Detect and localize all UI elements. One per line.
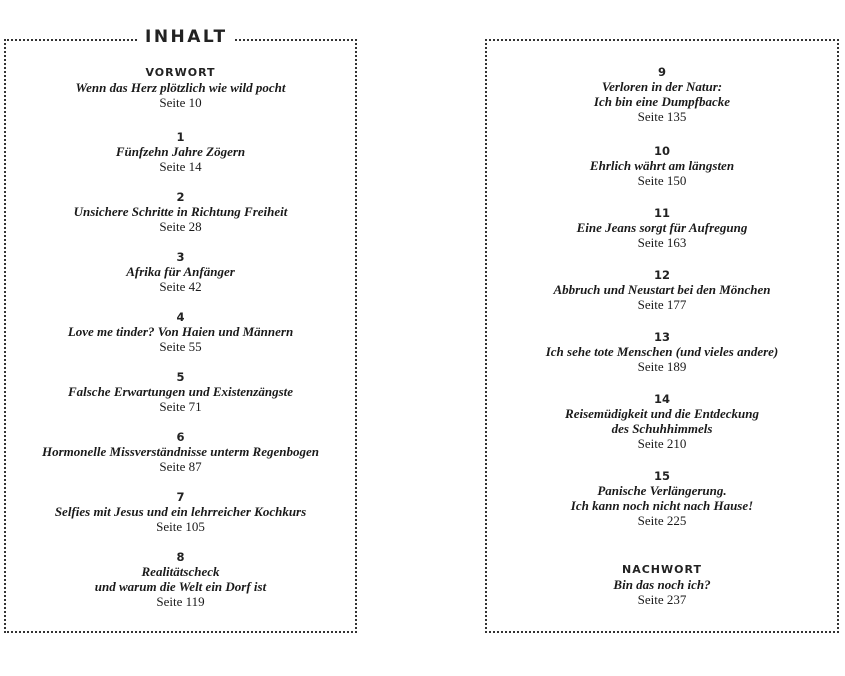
chapter-page: Seite 42 xyxy=(159,279,202,294)
toc-entry-chapter-14 xyxy=(487,392,837,451)
chapter-page: Seite 71 xyxy=(159,399,202,414)
toc-entry-chapter-11 xyxy=(487,206,837,250)
toc-box-right xyxy=(485,39,839,633)
toc-box-left xyxy=(4,39,357,633)
toc-entry-chapter-7 xyxy=(6,490,355,534)
entry-label: NACHWORT xyxy=(622,563,702,576)
toc-heading: INHALT xyxy=(139,27,234,47)
toc-entry-chapter-13 xyxy=(487,330,837,374)
chapter-page: Seite 189 xyxy=(637,359,687,374)
chapter-title-line-1: Panische Verlängerung. xyxy=(597,483,727,498)
chapter-number: 9 xyxy=(657,65,666,79)
toc-entry-nachwort xyxy=(487,563,837,607)
chapter-page: Seite 163 xyxy=(637,235,687,250)
entry-page: Seite 237 xyxy=(637,592,687,607)
chapter-number: 13 xyxy=(653,330,670,344)
chapter-title-line-2: Ich bin eine Dumpfbacke xyxy=(593,94,731,109)
toc-entry-chapter-15 xyxy=(487,469,837,528)
chapter-title: Ehrlich währt am längsten xyxy=(589,158,735,173)
chapter-title: Love me tinder? Von Haien und Männern xyxy=(67,324,294,339)
chapter-title: Falsche Erwartungen und Existenzängste xyxy=(67,384,294,399)
toc-entry-chapter-12 xyxy=(487,268,837,312)
chapter-number: 2 xyxy=(176,190,185,204)
chapter-page: Seite 150 xyxy=(637,173,687,188)
chapter-title-line-2: des Schuhhimmels xyxy=(611,421,713,436)
chapter-title-line-2: Ich kann noch nicht nach Hause! xyxy=(570,498,754,513)
toc-entry-chapter-1 xyxy=(6,130,355,174)
chapter-title-line-1: Reisemüdigkeit und die Entdeckung xyxy=(565,406,759,421)
toc-entry-chapter-6 xyxy=(6,430,355,474)
toc-entry-chapter-3 xyxy=(6,250,355,294)
chapter-number: 10 xyxy=(653,144,670,158)
chapter-title: Hormonelle Missverständnisse unterm Regenbogen xyxy=(42,444,319,459)
toc-entry-chapter-8 xyxy=(6,550,355,609)
toc-entry-chapter-2 xyxy=(6,190,355,234)
chapter-number: 14 xyxy=(653,392,670,406)
toc-entry-chapter-4 xyxy=(6,310,355,354)
chapter-title-line-1: Realitätscheck xyxy=(141,564,220,579)
entry-title: Wenn das Herz plötzlich wie wild pocht xyxy=(75,80,286,95)
chapter-number: 4 xyxy=(176,310,185,324)
toc-entry-vorwort xyxy=(6,66,355,110)
entry-label: VORWORT xyxy=(145,66,216,79)
chapter-number: 5 xyxy=(176,370,185,384)
chapter-title-line-2: und warum die Welt ein Dorf ist xyxy=(94,579,267,594)
entry-title: Bin das noch ich? xyxy=(613,577,711,592)
chapter-title-line-1: Verloren in der Natur: xyxy=(601,79,723,94)
chapter-page: Seite 177 xyxy=(637,297,687,312)
chapter-title: Abbruch und Neustart bei den Mönchen xyxy=(553,282,771,297)
chapter-title: Eine Jeans sorgt für Aufregung xyxy=(576,220,748,235)
chapter-title: Afrika für Anfänger xyxy=(126,264,235,279)
chapter-number: 3 xyxy=(176,250,185,264)
chapter-number: 12 xyxy=(653,268,670,282)
chapter-number: 15 xyxy=(653,469,670,483)
chapter-title: Selfies mit Jesus und ein lehrreicher Kochkurs xyxy=(54,504,307,519)
chapter-page: Seite 119 xyxy=(156,594,205,609)
entry-page: Seite 10 xyxy=(159,95,202,110)
chapter-number: 1 xyxy=(176,130,185,144)
chapter-number: 8 xyxy=(176,550,185,564)
chapter-page: Seite 14 xyxy=(159,159,202,174)
chapter-page: Seite 225 xyxy=(637,513,687,528)
chapter-page: Seite 87 xyxy=(159,459,202,474)
toc-entry-chapter-5 xyxy=(6,370,355,414)
chapter-page: Seite 28 xyxy=(159,219,202,234)
chapter-page: Seite 105 xyxy=(156,519,205,534)
chapter-page: Seite 135 xyxy=(637,109,687,124)
chapter-number: 7 xyxy=(176,490,185,504)
chapter-page: Seite 210 xyxy=(637,436,687,451)
chapter-number: 11 xyxy=(653,206,670,220)
chapter-title: Ich sehe tote Menschen (und vieles andere) xyxy=(545,344,779,359)
chapter-page: Seite 55 xyxy=(159,339,202,354)
chapter-title: Unsichere Schritte in Richtung Freiheit xyxy=(73,204,288,219)
toc-entry-chapter-10 xyxy=(487,144,837,188)
toc-entry-chapter-9 xyxy=(487,65,837,124)
chapter-number: 6 xyxy=(176,430,185,444)
chapter-title: Fünfzehn Jahre Zögern xyxy=(115,144,246,159)
